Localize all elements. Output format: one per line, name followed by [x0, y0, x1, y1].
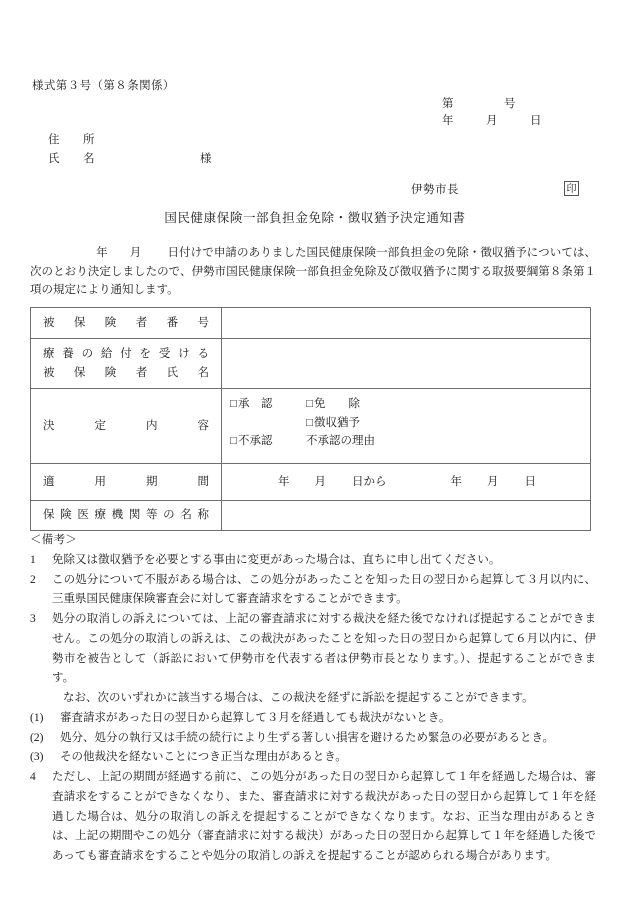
disapprove-reason-label: 不承認の理由 — [306, 435, 375, 448]
value-cell-period[interactable] — [222, 464, 591, 501]
checkbox-disapprove-icon[interactable]: □ — [230, 435, 237, 448]
label-cell-insured-name — [31, 339, 222, 389]
period-from-year: 年 — [278, 475, 290, 488]
period-label: 適用期間 — [43, 475, 209, 488]
label-cell-insured-number — [31, 308, 222, 339]
document-title: 国民健康保険一部負担金免除・徴収猶予決定通知書 — [164, 211, 466, 225]
note-subitem-1 — [30, 709, 596, 729]
notes-section — [30, 531, 596, 867]
table-row-insured-name — [31, 339, 591, 389]
label-cell-medical-institution — [31, 501, 222, 531]
intro-line2: 次のとおり決定しましたので、伊勢市国民健康保険一部負担金免除及び徴収猶予に関する取扱要綱第８条第 — [30, 265, 585, 278]
label-cell-decision-content — [31, 389, 222, 464]
checkbox-approve-icon[interactable]: □ — [230, 398, 237, 410]
period-fields — [222, 474, 590, 491]
period-from-month: 月 — [314, 475, 326, 488]
note-item-1 — [30, 551, 596, 571]
note-subitem-2-text: 処分、処分の執行又は手続の続行により生ずる著しい損害を避けるため緊急の必要があるとき。 — [60, 731, 555, 744]
value-cell-medical-institution[interactable] — [222, 501, 591, 531]
exemption-option[interactable] — [306, 398, 360, 410]
intro-year: 年 — [96, 247, 108, 259]
period-to-year: 年 — [450, 475, 462, 488]
issuer-name: 伊勢市長 — [411, 184, 459, 196]
insured-number-label: 被保険者番号 — [43, 316, 209, 329]
form-number: 様式第３号（第８条関係） — [32, 80, 175, 92]
decision-content-label: 決定内容 — [43, 419, 209, 432]
insured-name-label-group — [31, 345, 221, 382]
address-label: 住 所 — [48, 134, 101, 146]
intro-paragraph — [30, 244, 596, 300]
seal-stamp-icon: 印 — [564, 181, 579, 196]
document-number-row — [442, 96, 592, 113]
value-cell-insured-name[interactable] — [222, 339, 591, 389]
document-number-block — [442, 96, 592, 129]
note-subitem-2-number: (2) — [30, 731, 44, 744]
disapprove-label: 不承認 — [237, 435, 273, 448]
decision-row-approve — [230, 395, 590, 414]
deferral-option[interactable] — [306, 417, 360, 429]
note-3-number: 3 — [30, 613, 36, 626]
note-item-2 — [30, 571, 596, 611]
decision-row-disapprove — [230, 432, 590, 451]
intro-line1: 日付けで申請のありました国民健康保険一部負担金の免除・徴収猶予については、 — [167, 247, 597, 259]
decision-row-deferral — [230, 414, 590, 433]
table-row-decision-content — [31, 389, 591, 464]
label-cell-period — [31, 464, 222, 501]
honorific-label: 様 — [200, 152, 212, 165]
note-subitem-1-text: 審査請求があった日の翌日から起算して３月を経過しても裁決がないとき。 — [60, 711, 451, 724]
note-subitem-3 — [30, 748, 596, 768]
date-month-label: 月 — [486, 114, 498, 127]
checkbox-exemption-icon[interactable]: □ — [306, 398, 313, 410]
date-year-label: 年 — [442, 114, 454, 127]
note-1-number: 1 — [30, 553, 36, 566]
insured-name-label-line2: 被保険者氏名 — [43, 366, 209, 379]
value-cell-decision-content — [222, 389, 591, 464]
exemption-label: 免 除 — [313, 398, 360, 410]
note-subitem-1-number: (1) — [30, 711, 44, 724]
note-subitem-2 — [30, 729, 596, 749]
intro-line3: １項の規定により通知します。 — [30, 265, 596, 297]
decision-form-table — [30, 307, 591, 531]
notes-heading: ＜備考＞ — [30, 534, 78, 546]
table-row-medical-institution — [31, 501, 591, 531]
table-row-insured-number — [31, 308, 591, 339]
note-subitem-3-number: (3) — [30, 751, 44, 764]
recipient-name-line — [48, 151, 212, 168]
table-row-period — [31, 464, 591, 501]
document-number-unit: 号 — [504, 98, 516, 110]
note-2-text: この処分について不服がある場合は、この処分があったことを知った日の翌日から起算して３月以内に、三重県国民健康保険審査会に対して審査請求をすることができます。 — [52, 573, 596, 606]
period-to-month: 月 — [487, 475, 499, 488]
date-day-label: 日 — [530, 114, 542, 127]
note-3-text: 処分の取消しの訴えについては、上記の審査請求に対する裁決を経た後でなければ提起することができません。この処分の取消しの訴えは、この裁決があったことを知った日の翌日から起算して６月以内に、伊勢市を被告として（訴訟において伊勢市を代表する者は伊勢市長となります。）、提起することができます。 — [52, 613, 596, 685]
note-1-text: 免除又は徴収猶予を必要とする事由に変更があった場合は、直ちに申し出てください。 — [52, 553, 501, 566]
disapprove-option[interactable] — [230, 432, 306, 451]
note-item-3 — [30, 610, 596, 689]
medical-institution-label: 保険医療機関等の名称 — [43, 509, 209, 522]
document-date-row — [442, 113, 592, 130]
insured-name-label-line1: 療養の給付を受ける — [43, 348, 209, 361]
approve-label: 承 認 — [237, 398, 273, 410]
note-4-text: ただし、上記の期間が経過する前に、この処分があった日の翌日から起算して１年を経過した場合は、審査請求をすることができなくなり、また、審査請求に対する裁決があった日の翌日から起算して１年を経過した場合は、処分の取消しの訴えを提起することができなくなります。なお、正当な理由があるときは、上記の期間やこの処分（審査請求に対する裁決）があった日の翌日から起算して１年を経過した後であっても審査請求をすることや処分の取消しの訴えを提起することが認められる場合があります。 — [52, 771, 596, 863]
checkbox-deferral-icon[interactable]: □ — [306, 416, 313, 429]
recipient-block — [48, 132, 212, 169]
value-cell-insured-number[interactable] — [222, 308, 591, 339]
approve-option[interactable] — [230, 395, 306, 414]
note-item-4 — [30, 768, 596, 867]
note-subitem-3-text: その他裁決を経ないことにつき正当な理由があるとき。 — [60, 751, 347, 764]
document-number-label: 第 — [442, 98, 454, 110]
recipient-address-line — [48, 132, 101, 149]
note-4-number: 4 — [30, 771, 36, 784]
name-label: 氏 名 — [48, 152, 101, 165]
intro-month: 月 — [129, 247, 142, 259]
period-from-day: 日から — [352, 475, 387, 488]
period-to-day: 日 — [524, 475, 536, 488]
note-2-number: 2 — [30, 573, 36, 586]
deferral-label: 徴収猶予 — [313, 416, 360, 429]
note-3-continuation: なお、次のいずれかに該当する場合は、この裁決を経ずに訴訟を提起することができます。 — [63, 692, 534, 705]
